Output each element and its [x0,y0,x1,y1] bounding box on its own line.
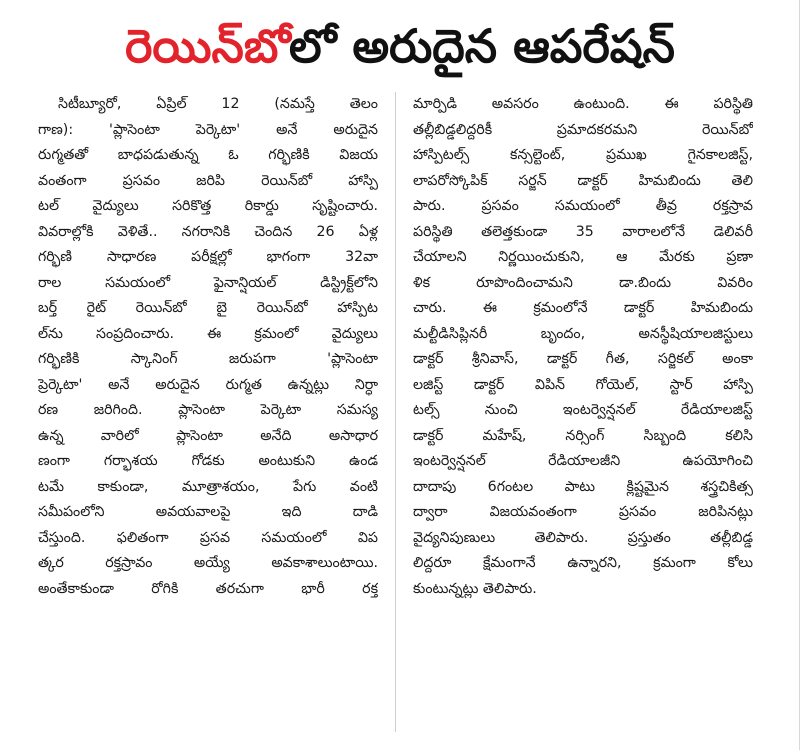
headline [0,14,800,78]
headline-rest: లో అరుదైన ఆపరేషన్ [288,19,675,73]
article-line: అంతేకాకుండా రోగికి తరచుగా భారీ రక్త [38,580,378,597]
article-line: కుంటున్నట్లు తెలిపారు. [413,580,537,597]
article-line: గాణ): 'ప్లాసెంటా పెర్కెటా' అనే అరుదైన [38,121,378,138]
article-line: రాల సమయంలో ఫైనాన్షియల్ డిస్ట్రిక్ట్‌లోని [38,274,378,291]
article-line: టమే కాకుండా, మూత్రాశయం, పేగు వంటి [38,478,378,495]
article-line: వైద్యనిపుణులు తెలిపారు. ప్రస్తుతం తల్లీబిడ్డ [413,529,753,546]
article-line: లిద్దరూ క్షేమంగానే ఉన్నారని, క్రమంగా కోలు [413,555,753,571]
headline-accent: రెయిన్‌బో [125,19,289,73]
article-line: ళిక రూపొందించామని డా.బిందు వివరిం [413,274,753,291]
article-line: ఇంటర్వెన్షనల్ రేడియాలజీని ఉపయోగించి [413,453,753,469]
article-line: టల్స్ నుంచి ఇంటర్వెన్షనల్ రేడియాలజిస్ట్ [413,402,753,418]
article-line: దాదాపు 6గంటల పాటు క్లిష్టమైన శస్త్రచికిత్స [413,478,753,495]
article-column-left [38,92,378,732]
article-line: గర్భిణికి స్కానింగ్ జరుపగా 'ప్లాసెంటా [38,351,378,367]
article-line: తల్లీబిడ్డలిద్దరికీ ప్రమాదకరమని రెయిన్‌బో [413,121,753,138]
article-line: మార్పిడి అవసరం ఉంటుంది. ఈ పరిస్థితి [413,96,753,112]
article-line: డాక్టర్ శ్రీనివాస్, డాక్టర్ గీత, సర్జికల్ అంకా [413,351,753,367]
article-line: పరిస్థితి తలెత్తకుండా 35 వారాలలోనే డెలివరీ [413,223,753,240]
article-line: లజిస్ట్ డాక్టర్ విపిన్ గోయెల్, స్టార్ హాస్పి [413,376,753,393]
article-line: లాపరోస్కోపిక్ సర్జన్ డాక్టర్ హిమబిందు తెలి [413,172,753,189]
article-line: చేస్తుంది. ఫలితంగా ప్రసవ సమయంలో విప [38,529,378,546]
article-line: బర్త్ రైట్ రెయిన్‌బో బై రెయిన్‌బో హాస్పిట [38,300,378,316]
article-line: మల్టీడిసిప్లినరీ బృందం, అనస్థీషియాలజిస్టులు [413,325,753,342]
article-line: వంతంగా ప్రసవం జరిపి రెయిన్‌బో హాస్పి [38,172,378,189]
article-line: త్కర రక్తస్రావం అయ్యే అవకాశాలుంటాయి. [38,555,378,571]
article-line: ఉన్న వారిలో ప్లాసెంటా అనేది అసాధార [38,427,378,444]
article-body [38,92,760,732]
article-line: చారు. ఈ క్రమంలోనే డాక్టర్ హిమబిందు [413,300,753,316]
article-line: రుగ్మతతో బాధపడుతున్న ఓ గర్భిణికి విజయ [38,147,378,163]
article-line: ద్వారా విజయవంతంగా ప్రసవం జరిపినట్లు [413,504,753,520]
article-line: ల్‌ను సంప్రదించారు. ఈ క్రమంలో వైద్యులు [38,325,378,342]
article-line: టల్ వైద్యులు సరికొత్త రికార్డు సృష్టించారు. [38,198,378,214]
article-line: డాక్టర్ మహేష్, నర్సింగ్ సిబ్బంది కలిసి [413,427,753,444]
article-line: సిటీబ్యూరో, ఏప్రిల్ 12 (నమస్తే తెలం [58,96,378,112]
article-line: గర్భిణి సాధారణ పరీక్షల్లో భాగంగా 32వా [38,249,378,265]
article-line: హాస్పిటల్స్ కన్సల్టెంట్, ప్రముఖ గైనకాలజిస్ట్, [413,147,753,163]
article-line: వివరాల్లోకి వెళితే.. నగరానికి చెందిన 26 ఏళ్ల [38,223,378,240]
article-line: సమీపంలోని అవయవాలపై ఇది దాడి [38,504,378,520]
article-line: చేయాలని నిర్ణయించుకుని, ఆ మేరకు ప్రణా [413,249,753,265]
article-line: రణ జరిగింది. ప్లాసెంటా పెర్కెటా సమస్య [38,402,378,418]
article-column-right [413,92,753,732]
article-line: ణంగా గర్భాశయ గోడకు అంటుకుని ఉండ [38,453,378,469]
article-line: పారు. ప్రసవం సమయంలో తీవ్ర రక్తస్రావ [413,198,753,214]
article-line: ప్రెర్కెటా' అనే అరుదైన రుగ్మత ఉన్నట్లు నిర్ధా [38,376,378,393]
column-divider [395,92,396,732]
